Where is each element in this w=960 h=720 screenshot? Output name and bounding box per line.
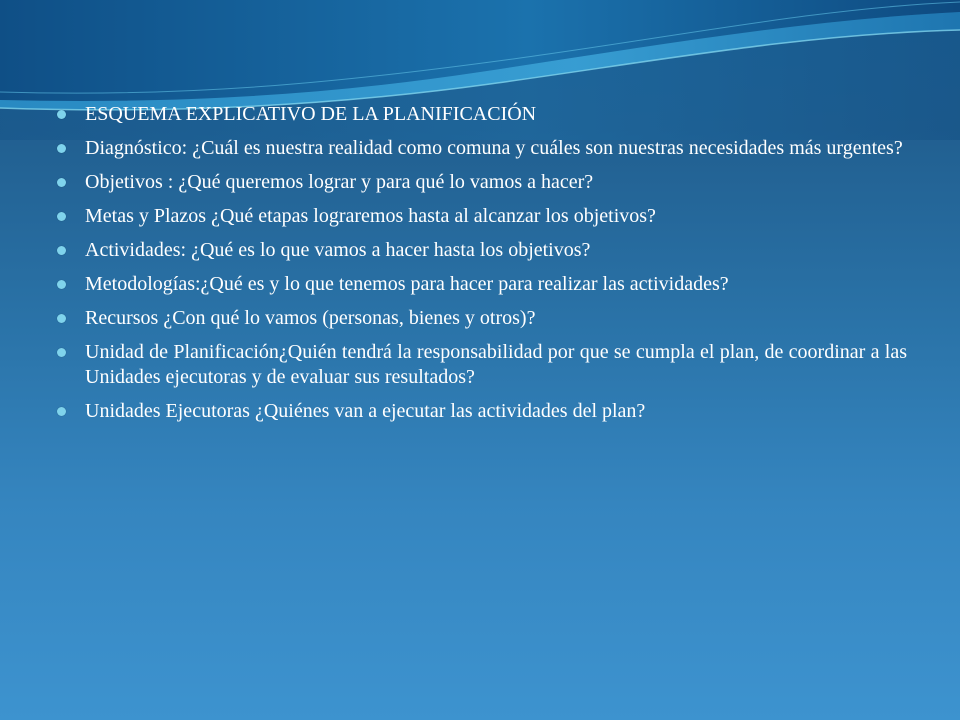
bullet-dot-icon (57, 280, 66, 289)
bullet-item-recursos (57, 306, 907, 331)
bullet-item-diagnostico (57, 136, 907, 161)
bullet-dot-icon (57, 178, 66, 187)
bullet-dot-icon (57, 246, 66, 255)
bullet-item-objetivos (57, 170, 907, 195)
bullet-text: Metodologías:¿Qué es y lo que tenemos para hacer para realizar las actividades? (85, 273, 729, 295)
bullet-dot-icon (57, 314, 66, 323)
bullet-dot-icon (57, 144, 66, 153)
bullet-dot-icon (57, 348, 66, 357)
bullet-dot-icon (57, 407, 66, 416)
bullet-dot-icon (57, 212, 66, 221)
bullet-text: Objetivos : ¿Qué queremos lograr y para qué lo vamos a hacer? (85, 171, 594, 193)
bullet-text: Metas y Plazos ¿Qué etapas lograremos hasta al alcanzar los objetivos? (85, 205, 656, 227)
bullet-item-actividades (57, 238, 907, 263)
bullet-list (57, 102, 907, 433)
bullet-item-unidades-ejecutoras (57, 399, 907, 424)
bullet-dot-icon (57, 110, 66, 119)
bullet-text: Recursos ¿Con qué lo vamos (personas, bienes y otros)? (85, 307, 536, 329)
bullet-text: Actividades: ¿Qué es lo que vamos a hacer hasta los objetivos? (85, 239, 591, 261)
bullet-text: Unidades Ejecutoras ¿Quiénes van a ejecutar las actividades del plan? (85, 400, 646, 422)
bullet-text: Unidad de Planificación¿Quién tendrá la responsabilidad por que se cumpla el plan, de coordinar a las Unidades ejecutoras y de evaluar sus resultados? (85, 341, 907, 388)
bullet-item-title (57, 102, 907, 127)
bullet-item-metodologias (57, 272, 907, 297)
bullet-text: ESQUEMA EXPLICATIVO DE LA PLANIFICACIÓN (85, 103, 537, 125)
bullet-item-unidad-planificacion (57, 340, 907, 390)
bullet-text: Diagnóstico: ¿Cuál es nuestra realidad como comuna y cuáles son nuestras necesidades más urgentes? (85, 137, 903, 159)
bullet-item-metas-plazos (57, 204, 907, 229)
